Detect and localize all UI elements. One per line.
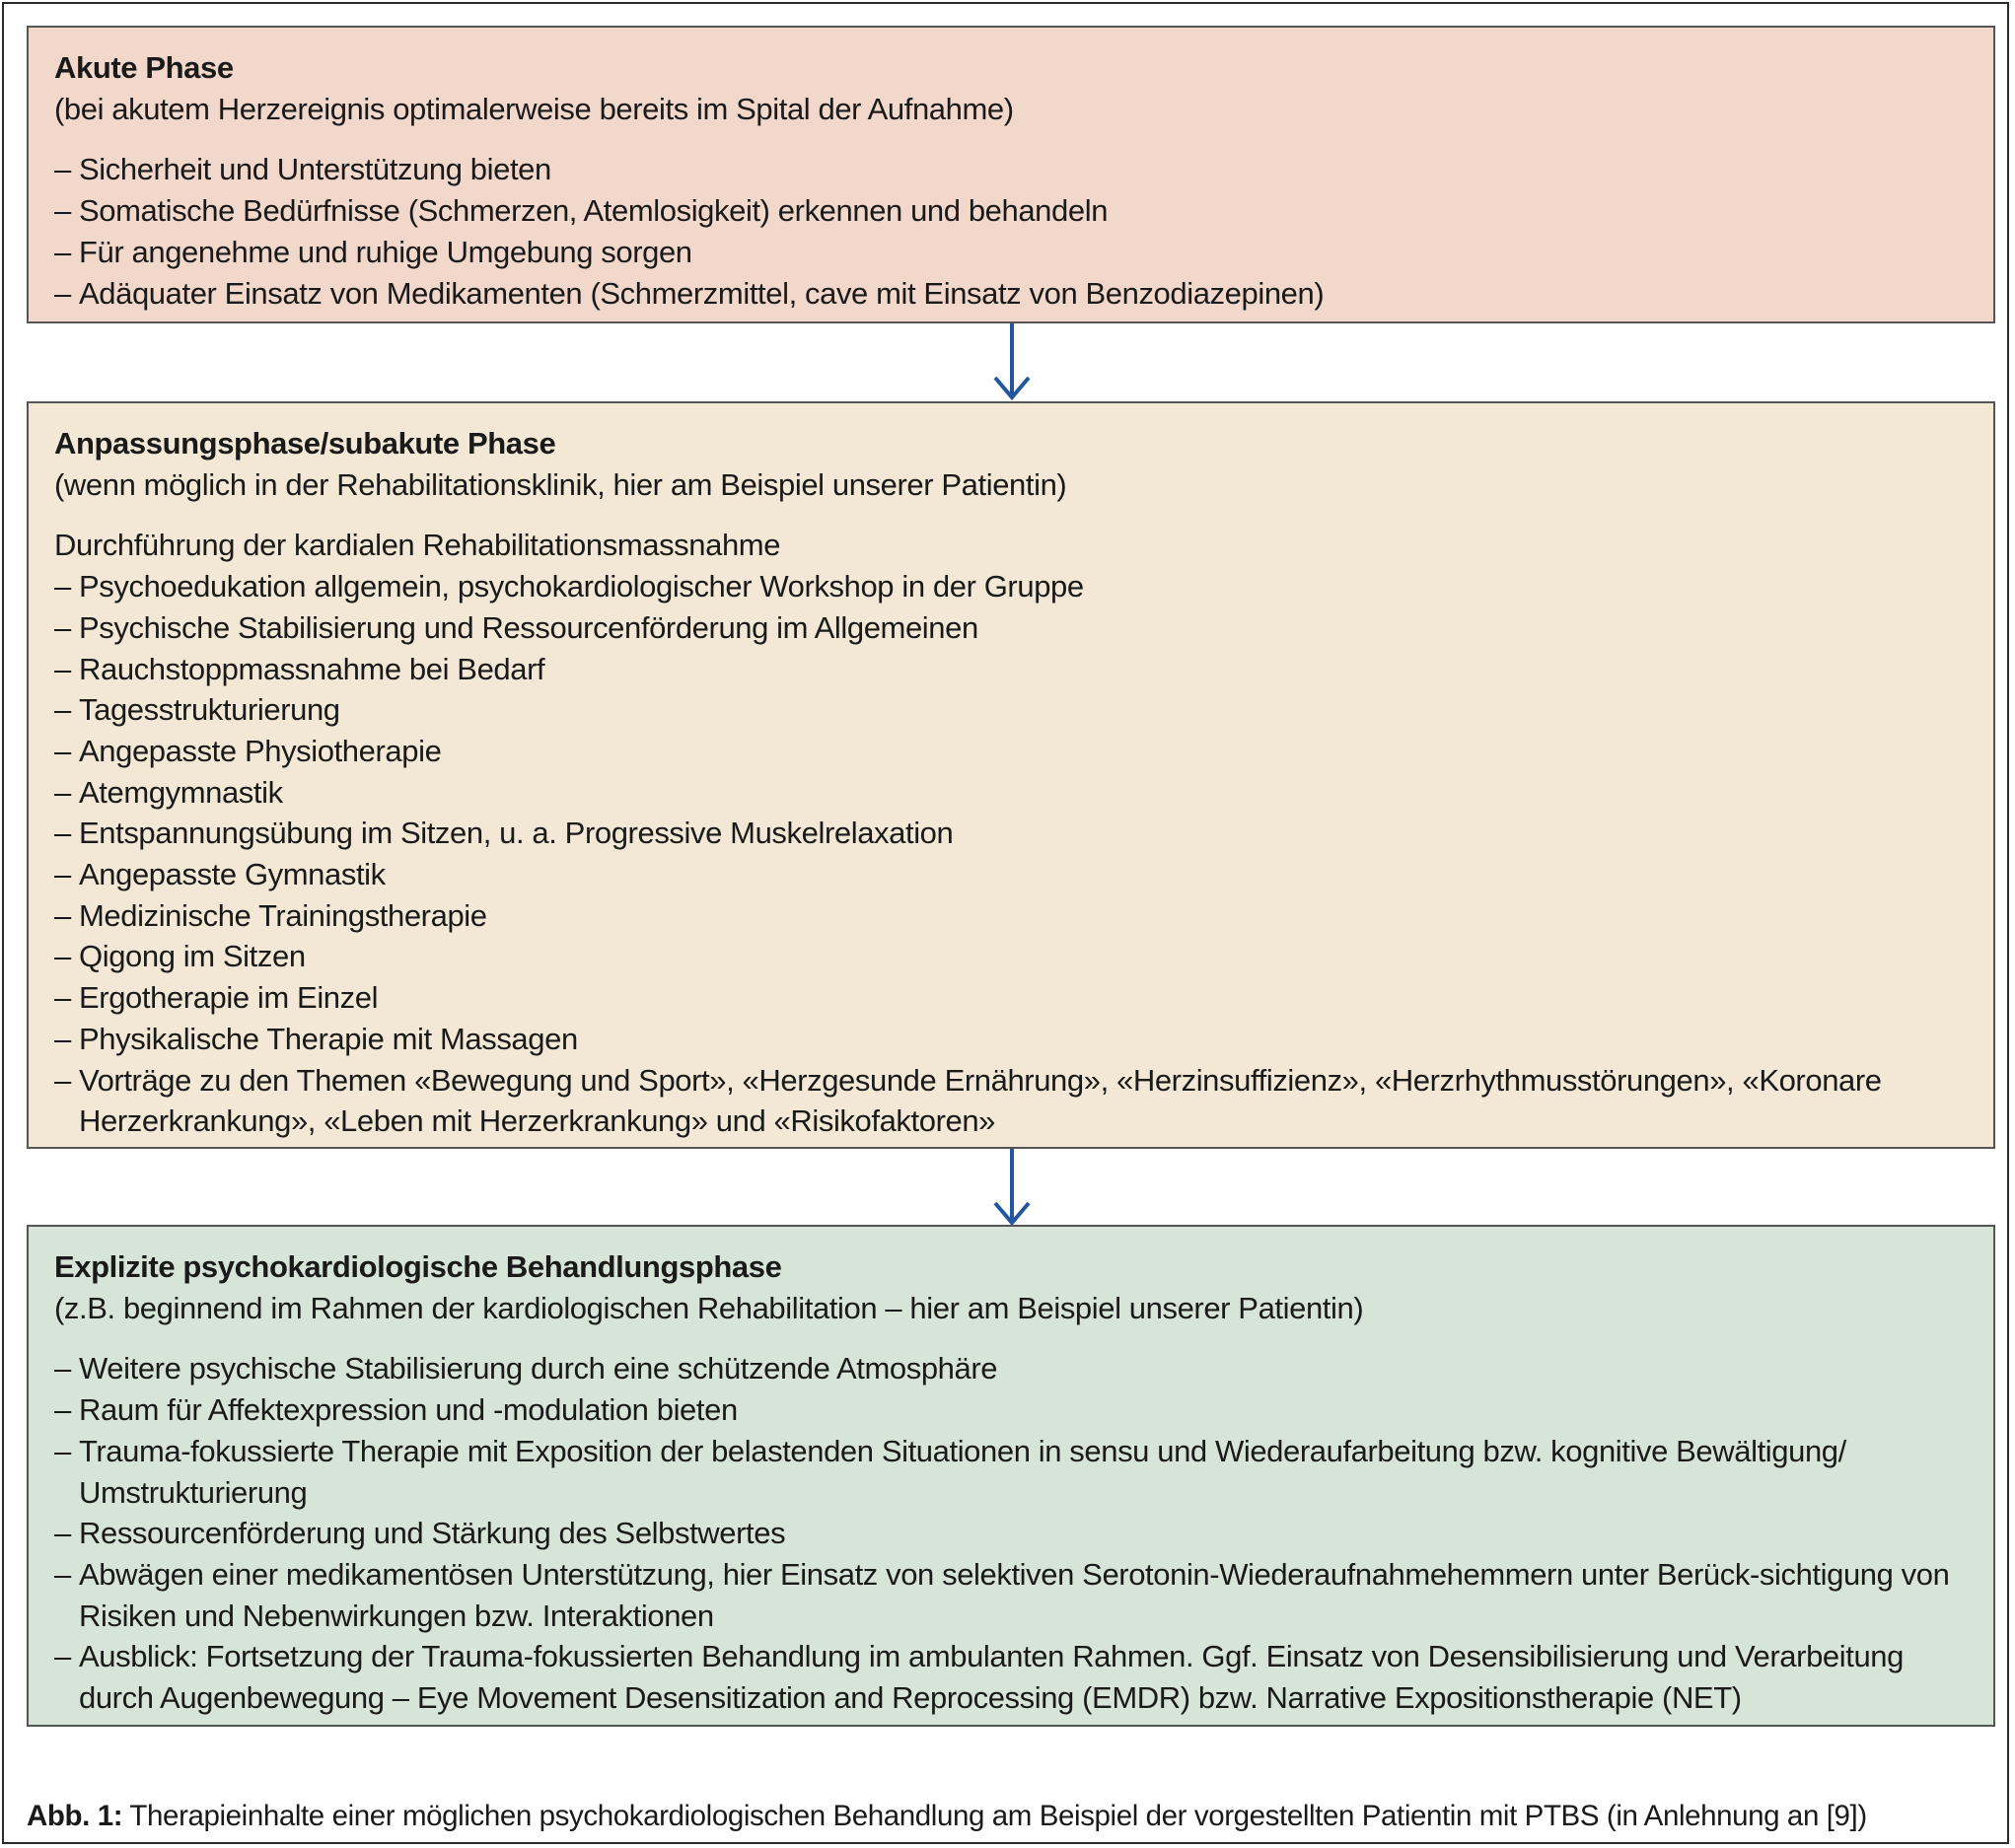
phase-title-subacute: Anpassungsphase/subakute Phase — [54, 426, 556, 461]
list-item: – Rauchstoppmassnahme bei Bedarf — [54, 649, 1970, 690]
caption-text: Therapieinhalte einer möglichen psychokardiologischen Behandlung am Beispiel der vorgestellten Patientin mit PTBS (in Anlehnung an [9]) — [122, 1800, 1867, 1832]
figure-frame — [2, 2, 2009, 1844]
arrow-down-icon — [988, 1149, 1036, 1226]
phase-title-acute: Akute Phase — [54, 50, 234, 85]
list-item: – Adäquater Einsatz von Medikamenten (Schmerzmittel, cave mit Einsatz von Benzodiazepinen) — [54, 273, 1970, 315]
phase-subtitle-explicit: (z.B. beginnend im Rahmen der kardiologischen Rehabilitation – hier am Beispiel unserer Patientin) — [54, 1290, 1364, 1325]
phase-box-acute — [27, 26, 1995, 323]
list-item: – Raum für Affektexpression und -modulation bieten — [54, 1389, 1970, 1431]
list-item: – Ausblick: Fortsetzung der Trauma-fokussierten Behandlung im ambulanten Rahmen. Ggf. Einsatz von Desensibilisierung und Verarbeitung durch Augenbewegung – Eye Movement Desensitization and Reprocessing (EMDR) bzw. Narrative Expositionstherapie (NET) — [54, 1636, 1970, 1718]
arrow-down-icon — [988, 323, 1036, 400]
phase-list-acute — [54, 149, 1970, 314]
list-item: – Medizinische Trainingstherapie — [54, 895, 1970, 937]
phase-box-explicit — [27, 1225, 1995, 1727]
list-item: – Physikalische Therapie mit Massagen — [54, 1019, 1970, 1060]
list-item: – Psychische Stabilisierung und Ressourcenförderung im Allgemeinen — [54, 607, 1970, 649]
list-item: – Tagesstrukturierung — [54, 689, 1970, 731]
phase-list-explicit — [54, 1348, 1970, 1718]
list-item: – Sicherheit und Unterstützung bieten — [54, 149, 1970, 190]
list-item: – Somatische Bedürfnisse (Schmerzen, Atemlosigkeit) erkennen und behandeln — [54, 190, 1970, 232]
list-item: – Angepasste Physiotherapie — [54, 731, 1970, 772]
phase-title-explicit: Explizite psychokardiologische Behandlungsphase — [54, 1249, 782, 1284]
list-item: – Psychoedukation allgemein, psychokardiologischer Workshop in der Gruppe — [54, 566, 1970, 607]
phase-list-subacute — [54, 566, 1970, 1142]
list-item: – Atemgymnastik — [54, 772, 1970, 814]
phase-intro-subacute: Durchführung der kardialen Rehabilitationsmassnahme — [54, 528, 781, 563]
phase-subtitle-subacute: (wenn möglich in der Rehabilitationsklinik, hier am Beispiel unserer Patientin) — [54, 466, 1067, 502]
list-item: – Qigong im Sitzen — [54, 936, 1970, 977]
list-item: – Entspannungsübung im Sitzen, u. a. Progressive Muskelrelaxation — [54, 813, 1970, 854]
list-item: – Ressourcenförderung und Stärkung des Selbstwertes — [54, 1513, 1970, 1554]
list-item: – Weitere psychische Stabilisierung durch eine schützende Atmosphäre — [54, 1348, 1970, 1389]
list-item: – Abwägen einer medikamentösen Unterstützung, hier Einsatz von selektiven Serotonin-Wiederaufnahmehemmern unter Berück-sichtigung von Risiken und Nebenwirkungen bzw. Interaktionen — [54, 1554, 1970, 1636]
list-item: – Trauma-fokussierte Therapie mit Exposition der belastenden Situationen in sensu und Wiederaufarbeitung bzw. kognitive Bewältigung/ Umstrukturierung — [54, 1431, 1970, 1513]
phase-box-subacute — [27, 401, 1995, 1149]
list-item: – Vorträge zu den Themen «Bewegung und Sport», «Herzgesunde Ernährung», «Herzinsuffizienz», «Herzrhythmusstörungen», «Koronare Herzerkrankung», «Leben mit Herzerkrankung» und «Risikofaktoren» — [54, 1060, 1970, 1142]
phase-subtitle-acute: (bei akutem Herzereignis optimalerweise bereits im Spital der Aufnahme) — [54, 91, 1014, 126]
caption-label: Abb. 1: — [27, 1800, 123, 1832]
list-item: – Für angenehme und ruhige Umgebung sorgen — [54, 232, 1970, 273]
figure-caption — [27, 1799, 1867, 1834]
list-item: – Angepasste Gymnastik — [54, 854, 1970, 895]
list-item: – Ergotherapie im Einzel — [54, 977, 1970, 1019]
